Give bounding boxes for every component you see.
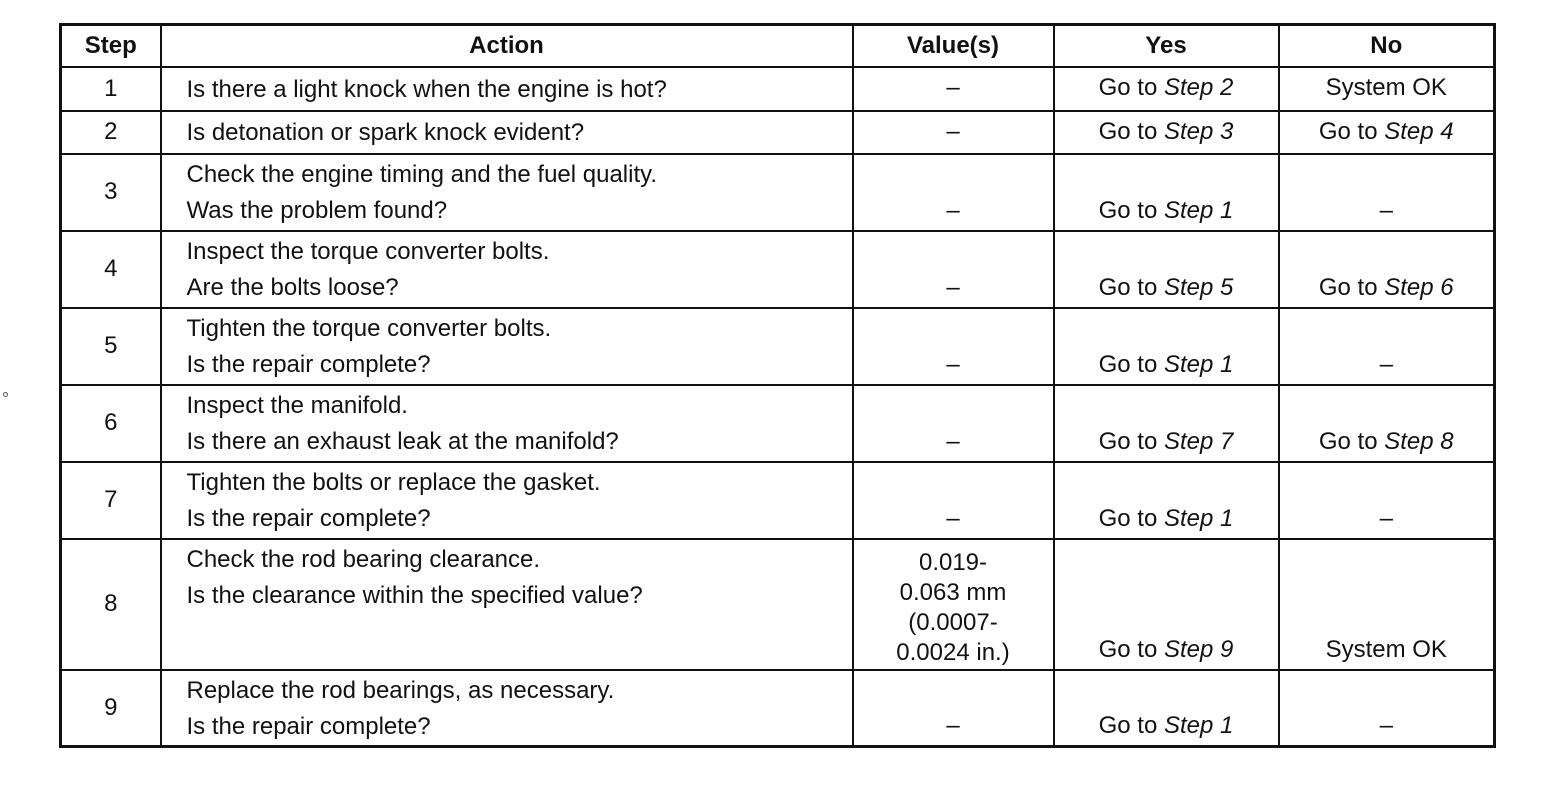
- no-step-ref: Step 8: [1384, 427, 1454, 455]
- yes-outcome-text: Go to: [1098, 196, 1164, 224]
- yes-outcome: [1054, 67, 1279, 111]
- no-outcome: [1279, 67, 1495, 111]
- table-row: [61, 67, 1495, 111]
- value-cell: [853, 67, 1054, 111]
- action-line: Is there a light knock when the engine is hot?: [186, 75, 667, 103]
- action-line: Was the problem found?: [186, 196, 448, 224]
- no-outcome: [1279, 231, 1495, 308]
- value-cell: [853, 308, 1054, 385]
- yes-outcome: [1054, 539, 1279, 670]
- yes-outcome: [1054, 385, 1279, 462]
- action-line: Is the repair complete?: [186, 350, 431, 378]
- step-number: 7: [61, 462, 161, 539]
- value-line: –: [946, 350, 960, 378]
- yes-outcome: [1054, 462, 1279, 539]
- value-line: (0.0007-: [908, 608, 998, 636]
- yes-step-ref: Step 1: [1163, 712, 1234, 739]
- yes-step-ref: Step 1: [1163, 196, 1234, 224]
- value-cell: [853, 462, 1054, 539]
- action-line: Is the repair complete?: [186, 504, 431, 532]
- step-number: 4: [61, 231, 161, 308]
- yes-outcome: [1054, 670, 1279, 747]
- value-line: 0.063 mm: [899, 578, 1007, 606]
- header-row: [61, 25, 1495, 67]
- value-line: –: [946, 504, 960, 532]
- action-cell: [161, 539, 853, 670]
- table-row: [61, 462, 1495, 539]
- action-line: Is there an exhaust leak at the manifold?: [186, 427, 619, 455]
- action-cell: [161, 154, 853, 231]
- no-outcome: [1279, 539, 1495, 670]
- no-step-ref: Step 6: [1384, 273, 1454, 301]
- value-cell: [853, 231, 1054, 308]
- yes-outcome-text: Go to: [1098, 117, 1164, 145]
- step-number: 9: [61, 670, 161, 747]
- value-cell: [853, 670, 1054, 747]
- no-outcome-text: –: [1379, 350, 1393, 378]
- yes-step-ref: Step 5: [1163, 273, 1234, 301]
- action-cell: [161, 308, 853, 385]
- yes-outcome-text: Go to: [1098, 712, 1164, 739]
- action-line: Are the bolts loose?: [186, 273, 399, 301]
- value-line: –: [946, 273, 960, 301]
- diagnostic-table: [59, 23, 1496, 748]
- no-outcome-text: –: [1379, 712, 1393, 739]
- yes-outcome: [1054, 308, 1279, 385]
- yes-step-ref: Step 2: [1163, 74, 1234, 101]
- value-line: –: [946, 74, 960, 101]
- action-line: Replace the rod bearings, as necessary.: [186, 676, 615, 704]
- value-cell: [853, 111, 1054, 154]
- yes-outcome: [1054, 111, 1279, 154]
- action-line: Inspect the torque converter bolts.: [186, 237, 550, 265]
- value-cell: [853, 154, 1054, 231]
- no-outcome-text: System OK: [1325, 74, 1447, 101]
- step-number: 5: [61, 308, 161, 385]
- no-outcome-text: –: [1379, 196, 1393, 224]
- step-number: 1: [61, 67, 161, 111]
- yes-step-ref: Step 3: [1163, 117, 1234, 145]
- step-number: 8: [61, 539, 161, 670]
- yes-outcome: [1054, 154, 1279, 231]
- action-cell: [161, 462, 853, 539]
- yes-outcome-text: Go to: [1098, 635, 1164, 663]
- no-outcome: [1279, 154, 1495, 231]
- value-line: –: [946, 712, 960, 739]
- value-line: –: [946, 117, 960, 145]
- table-row: [61, 539, 1495, 670]
- value-line: –: [946, 427, 960, 455]
- yes-step-ref: Step 9: [1163, 635, 1234, 663]
- no-outcome: [1279, 385, 1495, 462]
- value-cell: [853, 539, 1054, 670]
- table-row: [61, 231, 1495, 308]
- action-cell: [161, 670, 853, 747]
- table-row: [61, 385, 1495, 462]
- table-body: [61, 67, 1495, 747]
- table-row: [61, 111, 1495, 154]
- action-cell: [161, 231, 853, 308]
- header-yes: Yes: [1054, 25, 1279, 67]
- step-number: 6: [61, 385, 161, 462]
- no-outcome: [1279, 670, 1495, 747]
- action-cell: [161, 111, 853, 154]
- value-line: –: [946, 196, 960, 224]
- action-line: Check the engine timing and the fuel quality.: [186, 160, 658, 188]
- no-outcome-text: Go to: [1318, 273, 1385, 301]
- value-line: 0.019-: [918, 548, 988, 576]
- no-outcome-text: System OK: [1325, 635, 1447, 663]
- action-cell: [161, 67, 853, 111]
- table-row: [61, 154, 1495, 231]
- value-cell: [853, 385, 1054, 462]
- table-row: [61, 308, 1495, 385]
- scan-speck: [3, 392, 8, 397]
- no-outcome-text: –: [1379, 504, 1393, 532]
- header-step: Step: [61, 25, 161, 67]
- step-number: 3: [61, 154, 161, 231]
- step-number: 2: [61, 111, 161, 154]
- yes-outcome-text: Go to: [1098, 74, 1164, 101]
- no-outcome: [1279, 308, 1495, 385]
- yes-outcome-text: Go to: [1098, 350, 1164, 378]
- yes-outcome-text: Go to: [1098, 427, 1164, 455]
- action-line: Tighten the bolts or replace the gasket.: [186, 468, 601, 496]
- yes-step-ref: Step 1: [1163, 350, 1234, 378]
- no-outcome-text: Go to: [1318, 117, 1385, 145]
- action-line: Tighten the torque converter bolts.: [186, 314, 552, 342]
- header-action: Action: [161, 25, 853, 67]
- action-line: Is detonation or spark knock evident?: [186, 119, 585, 146]
- header-no: No: [1279, 25, 1495, 67]
- action-line: Is the repair complete?: [186, 712, 431, 740]
- yes-outcome-text: Go to: [1098, 504, 1164, 532]
- no-outcome: [1279, 111, 1495, 154]
- yes-step-ref: Step 1: [1163, 504, 1234, 532]
- yes-outcome: [1054, 231, 1279, 308]
- action-line: Check the rod bearing clearance.: [186, 545, 541, 573]
- value-line: 0.0024 in.): [896, 638, 1010, 666]
- action-line: Inspect the manifold.: [186, 391, 408, 419]
- no-outcome-text: Go to: [1318, 427, 1385, 455]
- header-values: Value(s): [853, 25, 1054, 67]
- yes-outcome-text: Go to: [1098, 273, 1164, 301]
- yes-step-ref: Step 7: [1163, 427, 1234, 455]
- action-cell: [161, 385, 853, 462]
- no-outcome: [1279, 462, 1495, 539]
- action-line: Is the clearance within the specified value?: [186, 581, 643, 609]
- no-step-ref: Step 4: [1384, 117, 1454, 145]
- table-row: [61, 670, 1495, 747]
